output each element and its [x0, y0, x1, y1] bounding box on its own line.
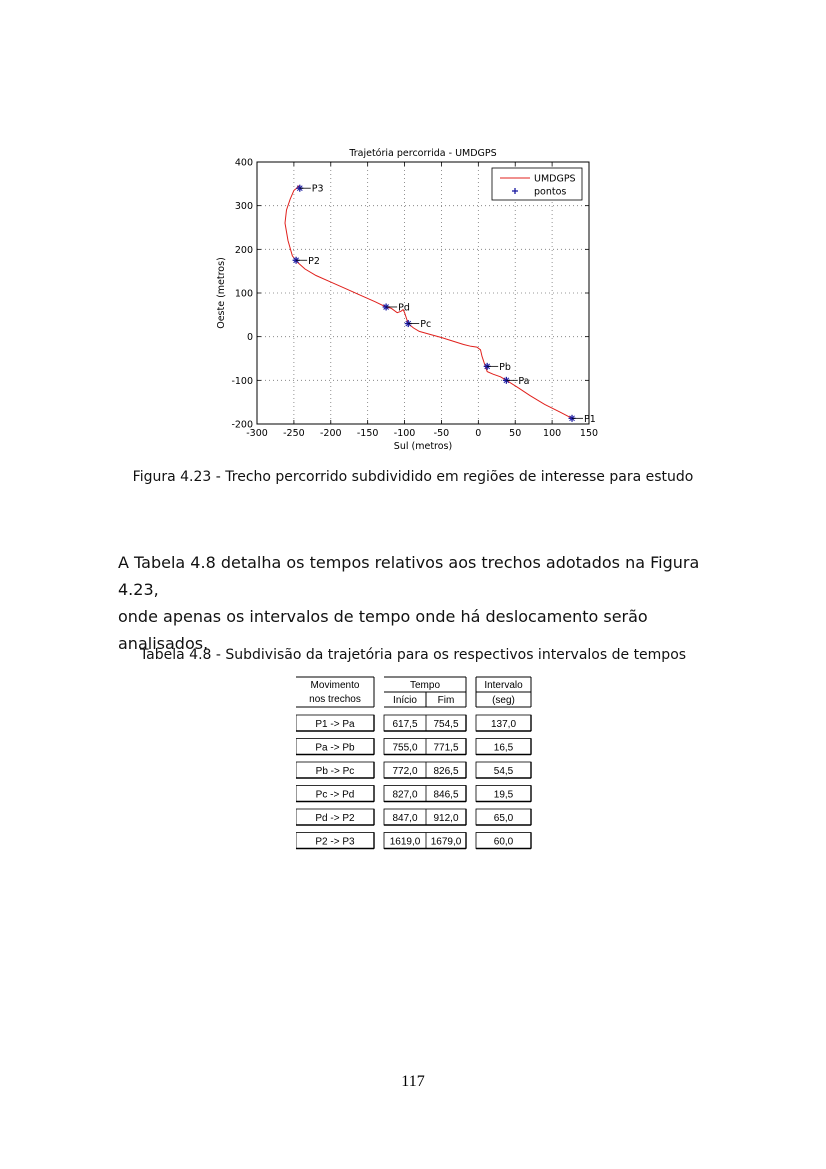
page-number: 117: [401, 1073, 425, 1090]
table-row: [296, 739, 531, 755]
cell-intervalo: 137,0: [490, 719, 517, 730]
annotation-label: P2: [308, 255, 320, 267]
y-tick-label: 100: [234, 288, 253, 300]
cell-trecho: P1 -> Pa: [315, 719, 355, 730]
cell-inicio: 1619,0: [389, 836, 421, 848]
legend-label-pontos: pontos: [534, 186, 567, 198]
cell-inicio: 755,0: [392, 742, 418, 754]
y-axis-label: Oeste (metros): [216, 257, 227, 329]
table-row: [296, 786, 531, 802]
y-tick-label: 0: [246, 332, 253, 344]
cell-fim: 846,5: [433, 789, 459, 801]
cell-fim: 1679,0: [430, 836, 462, 848]
y-tick-label: 200: [234, 244, 253, 256]
x-tick-label: -100: [393, 428, 416, 439]
time-table: [296, 676, 536, 852]
cell-inicio: 772,0: [392, 766, 418, 777]
cell-inicio: 617,5: [392, 719, 418, 730]
cell-intervalo: 19,5: [493, 789, 514, 801]
x-tick-label: 150: [579, 428, 599, 439]
y-tick-label: -100: [231, 375, 253, 387]
time-table-grid: [296, 676, 536, 852]
table-caption: Tabela 4.8 - Subdivisão da trajetória para os respectivos intervalos de tempos: [139, 647, 687, 663]
header-inicio: Início: [393, 695, 417, 706]
table-row: [296, 809, 531, 825]
cell-intervalo: 65,0: [493, 813, 514, 824]
legend-label-umdgps: UMDGPS: [534, 173, 576, 185]
x-tick-label: -50: [433, 428, 450, 439]
header-intervalo-unit: (seg): [492, 695, 515, 706]
trajectory-figure: [212, 140, 630, 458]
table-row: [296, 833, 531, 849]
annotation-label: P1: [584, 413, 596, 425]
header-movement: Movimento: [310, 680, 360, 691]
trajectory-chart: [212, 140, 630, 458]
annotation-label: Pc: [420, 319, 432, 331]
header-intervalo: Intervalo: [484, 680, 523, 691]
figure-caption: Figura 4.23 - Trecho percorrido subdividido em regiões de interesse para estudo: [132, 469, 694, 485]
body-paragraph: [118, 549, 718, 657]
x-axis-label: Sul (metros): [393, 441, 453, 452]
table-row: [296, 762, 531, 778]
x-tick-label: -200: [319, 428, 342, 439]
cell-fim: 826,5: [433, 766, 459, 777]
cell-trecho: Pd -> P2: [315, 813, 355, 824]
annotation-label: Pa: [518, 375, 530, 387]
table-row: [296, 715, 531, 731]
cell-intervalo: 16,5: [493, 742, 514, 754]
y-tick-label: -200: [231, 419, 253, 431]
x-tick-label: -250: [283, 428, 305, 439]
x-tick-label: 100: [543, 428, 562, 439]
plot-area: [257, 162, 589, 424]
chart-title: Trajetória percorrida - UMDGPS: [349, 148, 497, 159]
paragraph-line-2: onde apenas os intervalos de tempo onde há deslocamento serão analisados.: [118, 607, 648, 653]
header-fim: Fim: [437, 695, 455, 706]
y-tick-label: 400: [234, 157, 253, 169]
x-tick-label: -300: [246, 428, 268, 439]
x-tick-label: 50: [509, 428, 522, 439]
annotation-label: P3: [311, 183, 324, 195]
y-tick-label: 300: [234, 201, 253, 213]
cell-trecho: Pa -> Pb: [315, 742, 355, 754]
header-tempo: Tempo: [409, 680, 441, 691]
cell-trecho: Pc -> Pd: [315, 789, 355, 801]
x-tick-label: 0: [475, 428, 482, 439]
cell-fim: 912,0: [433, 813, 459, 824]
x-tick-label: -150: [356, 428, 379, 439]
cell-intervalo: 60,0: [493, 836, 514, 848]
header-movement-sub: nos trechos: [309, 694, 361, 705]
paragraph-line-1: A Tabela 4.8 detalha os tempos relativos aos trechos adotados na Figura 4.23,: [118, 553, 700, 599]
annotation-label: Pd: [398, 302, 410, 314]
cell-inicio: 827,0: [392, 789, 418, 801]
cell-inicio: 847,0: [392, 813, 418, 824]
cell-fim: 754,5: [433, 719, 459, 730]
annotation-label: Pb: [499, 361, 511, 373]
cell-fim: 771,5: [433, 742, 459, 754]
cell-trecho: Pb -> Pc: [315, 766, 355, 777]
cell-trecho: P2 -> P3: [315, 836, 355, 848]
cell-intervalo: 54,5: [493, 766, 514, 777]
